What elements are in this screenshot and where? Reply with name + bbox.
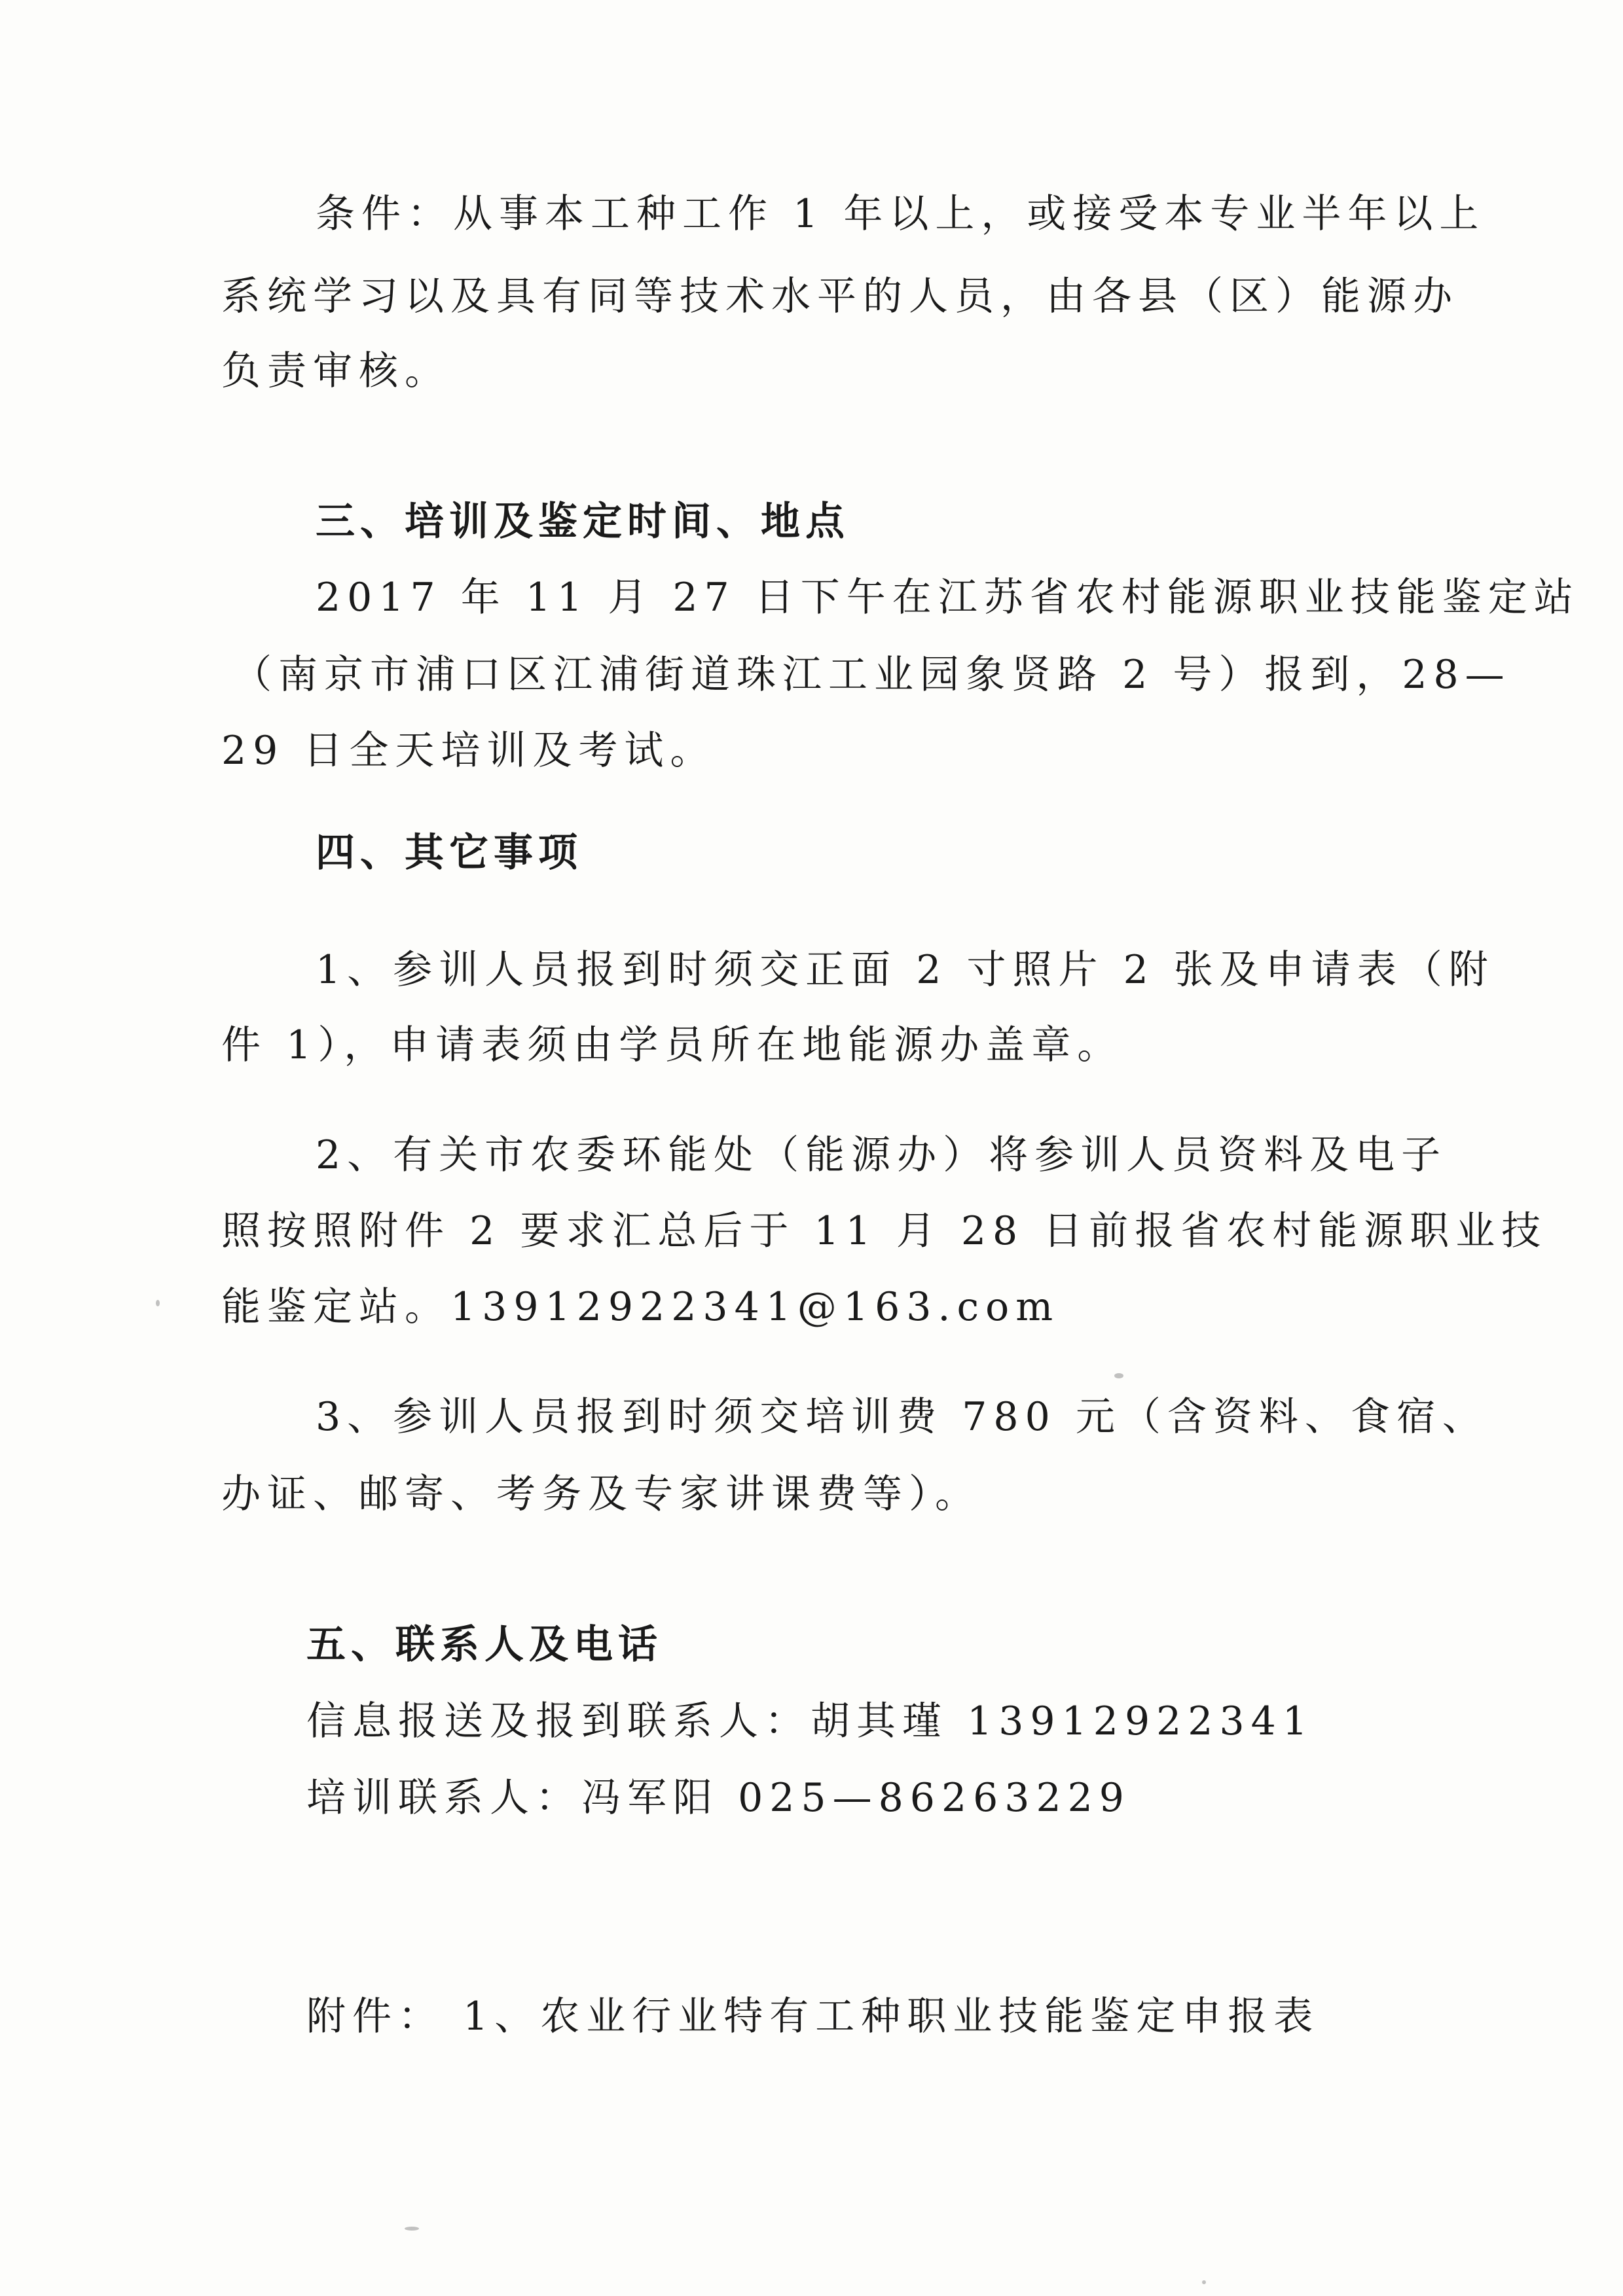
contact-info-line: 信息报送及报到联系人：胡其瑾 13912922341: [306, 1698, 1314, 1744]
scan-speck: [405, 2227, 419, 2231]
contact-training-line: 培训联系人：冯军阳 025—86263229: [306, 1775, 1131, 1821]
condition-line-2: 系统学习以及具有同等技术水平的人员，由各县（区）能源办: [221, 274, 1459, 319]
condition-line-3: 负责审核。: [221, 348, 450, 394]
item-2-line-1: 2、有关市农委环能处（能源办）将参训人员资料及电子: [316, 1132, 1448, 1178]
section-3-line-2: （南京市浦口区江浦街道珠江工业园象贤路 2 号）报到，28—: [232, 652, 1511, 698]
section-3-heading: 三、培训及鉴定时间、地点: [316, 499, 850, 545]
scan-speck: [1114, 1373, 1123, 1378]
item-3-line-1: 3、参训人员报到时须交培训费 780 元（含资料、食宿、: [316, 1394, 1488, 1440]
section-5-heading: 五、联系人及电话: [306, 1622, 663, 1668]
condition-line-1: 条件：从事本工种工作 1 年以上，或接受本专业半年以上: [316, 191, 1486, 237]
section-4-heading: 四、其它事项: [316, 830, 583, 876]
scan-speck: [156, 1300, 160, 1306]
section-3-line-1: 2017 年 11 月 27 日下午在江苏省农村能源职业技能鉴定站: [316, 575, 1580, 620]
item-3-line-2: 办证、邮寄、考务及专家讲课费等）。: [221, 1471, 981, 1517]
item-1-line-1: 1、参训人员报到时须交正面 2 寸照片 2 张及申请表（附: [316, 947, 1495, 993]
attachment-line-1: 附件： 1、农业行业特有工种职业技能鉴定申报表: [306, 1994, 1320, 2039]
item-1-line-2: 件 1），申请表须由学员所在地能源办盖章。: [221, 1022, 1123, 1068]
item-2-line-3: 能鉴定站。13912922341@163.com: [221, 1284, 1060, 1330]
item-2-line-2: 照按照附件 2 要求汇总后于 11 月 28 日前报省农村能源职业技: [221, 1208, 1548, 1254]
scan-speck: [1202, 2280, 1206, 2284]
section-3-line-3: 29 日全天培训及考试。: [221, 728, 716, 774]
